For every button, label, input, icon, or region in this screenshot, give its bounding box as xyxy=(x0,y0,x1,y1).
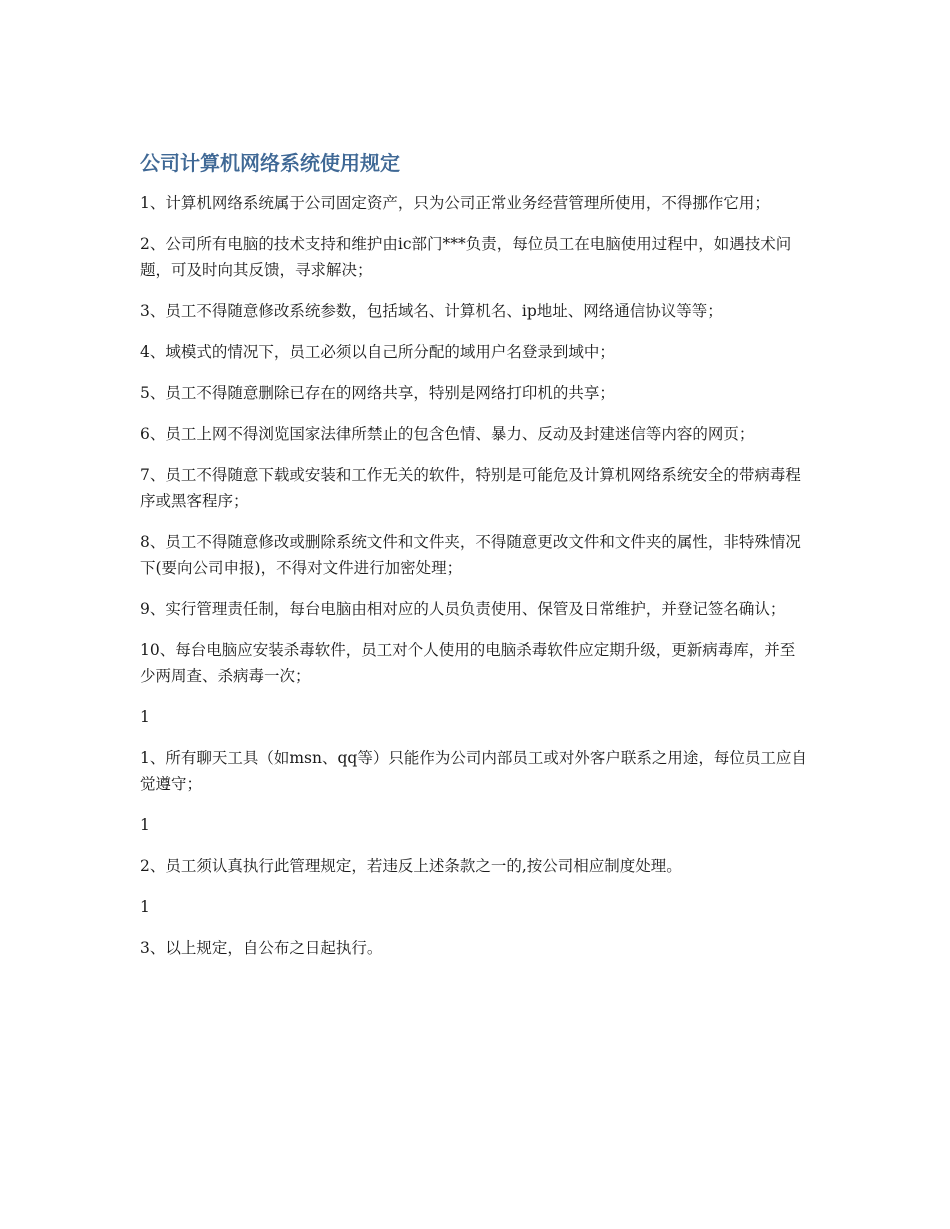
chat-tools-rule: 1、所有聊天工具（如msn、qq等）只能作为公司内部员工或对外客户联系之用途，每位员工应自觉遵守； xyxy=(140,749,807,793)
rule-paragraph-4: 4、域模式的情况下，员工必须以自己所分配的域用户名登录到域中； xyxy=(140,343,615,361)
rule-paragraph-1: 1、计算机网络系统属于公司固定资产，只为公司正常业务经营管理所使用，不得挪作它用； xyxy=(140,194,770,212)
rule-paragraph-10: 10、每台电脑应安装杀毒软件，员工对个人使用的电脑杀毒软件应定期升级，更新病毒库，并至少两周查、杀病毒一次； xyxy=(140,641,796,685)
rule-paragraph-8: 8、员工不得随意修改或删除系统文件和文件夹，不得随意更改文件和文件夹的属性，非特殊情况下(要向公司申报)，不得对文件进行加密处理； xyxy=(140,533,801,577)
section-number: 1 xyxy=(140,816,150,834)
document-page xyxy=(140,148,810,976)
section-number: 1 xyxy=(140,898,150,916)
document-title: 公司计算机网络系统使用规定 xyxy=(140,151,400,175)
rule-paragraph-9: 9、实行管理责任制，每台电脑由相对应的人员负责使用、保管及日常维护，并登记签名确认； xyxy=(140,600,786,618)
effective-date-rule: 3、以上规定，自公布之日起执行。 xyxy=(140,939,383,957)
compliance-rule: 2、员工须认真执行此管理规定，若违反上述条款之一的,按公司相应制度处理。 xyxy=(140,857,682,875)
rule-paragraph-6: 6、员工上网不得浏览国家法律所禁止的包含色情、暴力、反动及封建迷信等内容的网页； xyxy=(140,425,755,443)
rule-paragraph-5: 5、员工不得随意删除已存在的网络共享，特别是网络打印机的共享； xyxy=(140,384,615,402)
section-number: 1 xyxy=(140,708,150,726)
rule-paragraph-7: 7、员工不得随意下载或安装和工作无关的软件，特别是可能危及计算机网络系统安全的带病毒程序或黑客程序； xyxy=(140,466,801,510)
rule-paragraph-3: 3、员工不得随意修改系统参数，包括域名、计算机名、ip地址、网络通信协议等等； xyxy=(140,302,723,320)
rule-paragraph-2: 2、公司所有电脑的技术支持和维护由ic部门***负责，每位员工在电脑使用过程中，如遇技术问题，可及时向其反馈，寻求解决； xyxy=(140,235,792,279)
